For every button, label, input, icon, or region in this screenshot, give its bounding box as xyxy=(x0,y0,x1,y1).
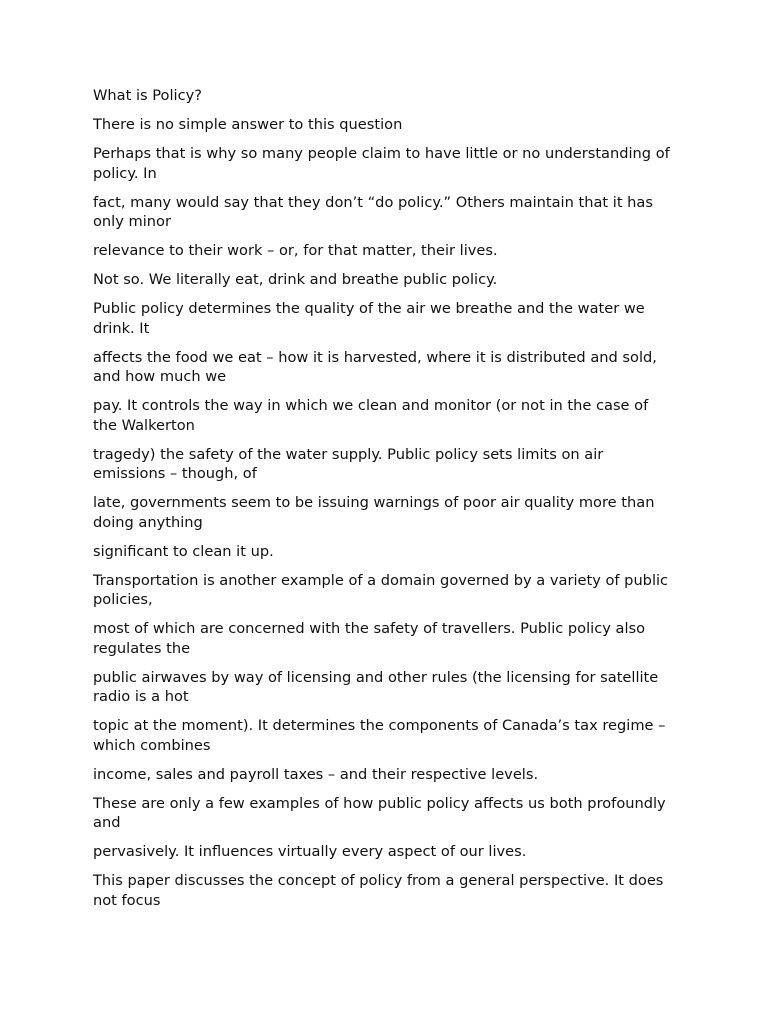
paragraph: This paper discusses the concept of policy from a general perspective. It does not focus xyxy=(93,872,664,909)
paragraph: tragedy) the safety of the water supply. Public policy sets limits on air emissions – though, of xyxy=(93,445,604,482)
paragraph: These are only a few examples of how public policy affects us both profoundly and xyxy=(93,794,666,831)
paragraph: pay. It controls the way in which we clean and monitor (or not in the case of the Walkerton xyxy=(93,397,649,434)
paragraph: Transportation is another example of a domain governed by a variety of public policies, xyxy=(93,571,669,608)
paragraph: pervasively. It influences virtually every aspect of our lives. xyxy=(93,843,527,860)
paragraph: public airwaves by way of licensing and other rules (the licensing for satellite radio is a hot xyxy=(93,668,659,705)
paragraph: affects the food we eat – how it is harvested, where it is distributed and sold, and how much we xyxy=(93,348,657,385)
paragraph: Perhaps that is why so many people claim to have little or no understanding of policy. In xyxy=(93,145,670,182)
document-page xyxy=(93,86,673,920)
paragraph: topic at the moment). It determines the components of Canada’s tax regime – which combines xyxy=(93,717,666,754)
paragraph: late, governments seem to be issuing warnings of poor air quality more than doing anything xyxy=(93,494,655,531)
paragraph: most of which are concerned with the safety of travellers. Public policy also regulates the xyxy=(93,620,646,657)
paragraph: Public policy determines the quality of the air we breathe and the water we drink. It xyxy=(93,300,645,337)
paragraph: Not so. We literally eat, drink and breathe public policy. xyxy=(93,271,498,288)
paragraph: income, sales and payroll taxes – and their respective levels. xyxy=(93,765,539,783)
paragraph: fact, many would say that they don’t “do policy.” Others maintain that it has only minor xyxy=(93,193,653,230)
paragraph: significant to clean it up. xyxy=(93,542,274,560)
document-heading: What is Policy? xyxy=(93,87,203,104)
paragraph: There is no simple answer to this question xyxy=(93,116,403,133)
paragraph: relevance to their work – or, for that matter, their lives. xyxy=(93,242,498,259)
